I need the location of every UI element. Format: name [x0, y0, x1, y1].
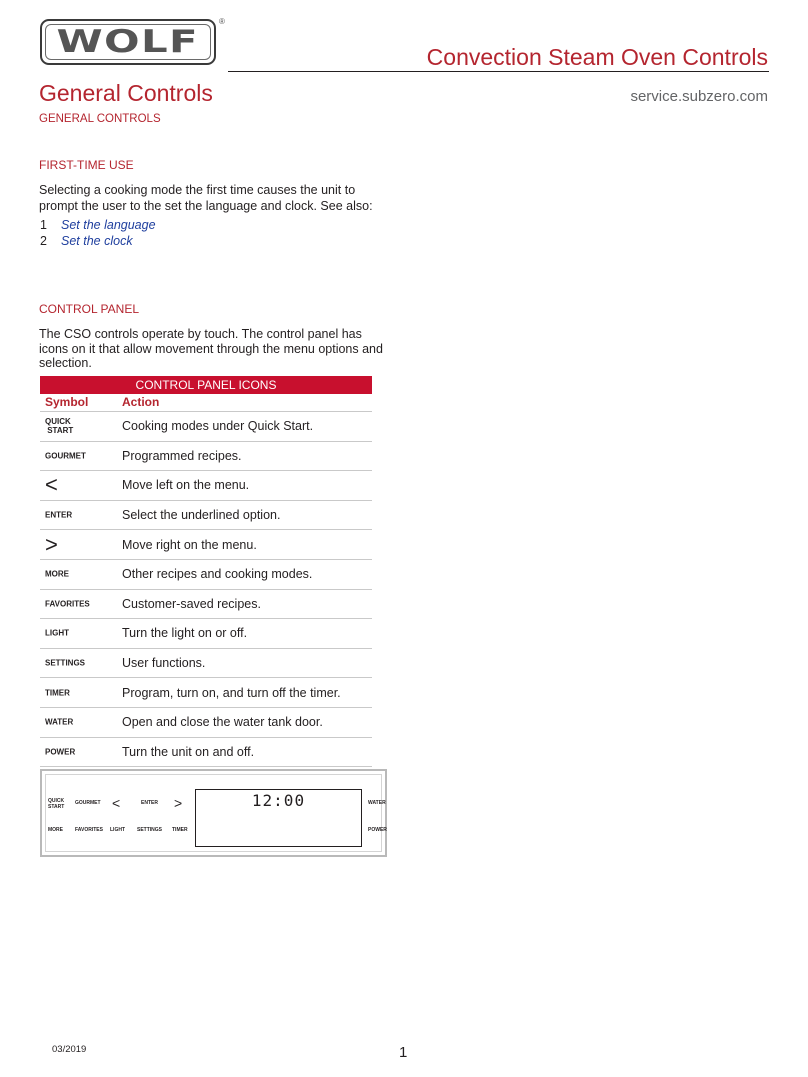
panel-right-arrow-icon: > [174, 795, 183, 811]
symbol-enter: ENTER [45, 510, 73, 520]
list-item [40, 234, 133, 248]
action-text: Turn the light on or off. [122, 626, 248, 641]
registered-mark: ® [219, 17, 225, 26]
panel-display [195, 789, 362, 847]
control-panel-heading: CONTROL PANEL [39, 302, 140, 316]
symbol-water: WATER [45, 717, 74, 727]
page-number: 1 [399, 1044, 408, 1061]
panel-gourmet: GOURMET [75, 800, 101, 806]
first-time-use-line1: Selecting a cooking mode the first time causes the unit to [39, 183, 356, 197]
table-row [40, 530, 372, 560]
list-number: 2 [40, 234, 47, 248]
action-text: Other recipes and cooking modes. [122, 567, 313, 582]
control-panel-line1: The CSO controls operate by touch. The control panel has [39, 327, 362, 341]
action-text: Programmed recipes. [122, 448, 242, 463]
action-text: Cooking modes under Quick Start. [122, 419, 314, 434]
table-row [40, 560, 372, 590]
column-header-action: Action [122, 395, 160, 409]
set-language-link[interactable]: Set the language [61, 218, 156, 232]
table-row [40, 619, 372, 649]
section-title: General Controls [39, 80, 213, 106]
logo-text: WOLF [56, 24, 200, 60]
table-header-row [40, 394, 372, 412]
first-time-use-line2: prompt the user to the set the language and clock. See also: [39, 199, 373, 213]
table-row [40, 471, 372, 501]
section-subtitle: GENERAL CONTROLS [39, 113, 161, 125]
action-text: User functions. [122, 656, 206, 671]
table-row [40, 708, 372, 738]
action-text: Turn the unit on and off. [122, 744, 255, 759]
symbol-light: LIGHT [45, 628, 69, 638]
list-item [40, 218, 156, 232]
control-panel-icons-table [40, 376, 372, 767]
column-header-symbol: Symbol [45, 395, 89, 409]
symbol-gourmet: GOURMET [45, 451, 86, 461]
symbol-settings: SETTINGS [45, 658, 86, 668]
symbol-timer: TIMER [45, 688, 70, 698]
panel-quick-start: QUICK START [48, 798, 65, 810]
panel-clock: 12:00 [251, 791, 306, 810]
panel-enter: ENTER [141, 800, 158, 806]
symbol-power: POWER [45, 747, 76, 757]
action-text: Customer-saved recipes. [122, 596, 261, 611]
set-clock-link[interactable]: Set the clock [61, 234, 133, 248]
symbol-quick-start: QUICK START [45, 417, 74, 436]
panel-favorites: FAVORITES [75, 827, 103, 833]
action-text: Select the underlined option. [122, 508, 281, 523]
table-row [40, 738, 372, 768]
website-link[interactable]: service.subzero.com [630, 88, 768, 105]
footer-date: 03/2019 [52, 1044, 87, 1055]
list-number: 1 [40, 218, 47, 232]
symbol-more: MORE [45, 569, 69, 579]
document-title: Convection Steam Oven Controls [426, 44, 768, 70]
right-arrow-icon: > [45, 531, 58, 557]
header-divider [228, 71, 769, 72]
panel-timer: TIMER [172, 827, 188, 833]
first-time-use-heading: FIRST-TIME USE [39, 158, 134, 172]
panel-water: WATER [368, 800, 386, 806]
panel-power: POWER [368, 827, 387, 833]
panel-more: MORE [48, 827, 63, 833]
control-panel-line3: selection. [39, 356, 92, 370]
panel-settings: SETTINGS [137, 827, 163, 833]
left-arrow-icon: < [45, 472, 58, 498]
control-panel-line2: icons on it that allow movement through the menu options and [39, 342, 383, 356]
table-row [40, 442, 372, 472]
action-text: Move right on the menu. [122, 537, 257, 552]
action-text: Program, turn on, and turn off the timer. [122, 685, 341, 700]
symbol-favorites: FAVORITES [45, 599, 90, 609]
wolf-logo [40, 19, 216, 65]
table-row [40, 678, 372, 708]
table-row [40, 412, 372, 442]
table-row [40, 649, 372, 679]
action-text: Open and close the water tank door. [122, 715, 323, 730]
table-row [40, 590, 372, 620]
table-title: CONTROL PANEL ICONS [40, 376, 372, 394]
action-text: Move left on the menu. [122, 478, 250, 493]
table-row [40, 501, 372, 531]
panel-light: LIGHT [110, 827, 125, 833]
panel-left-arrow-icon: < [112, 795, 121, 811]
control-panel-illustration [40, 769, 387, 857]
